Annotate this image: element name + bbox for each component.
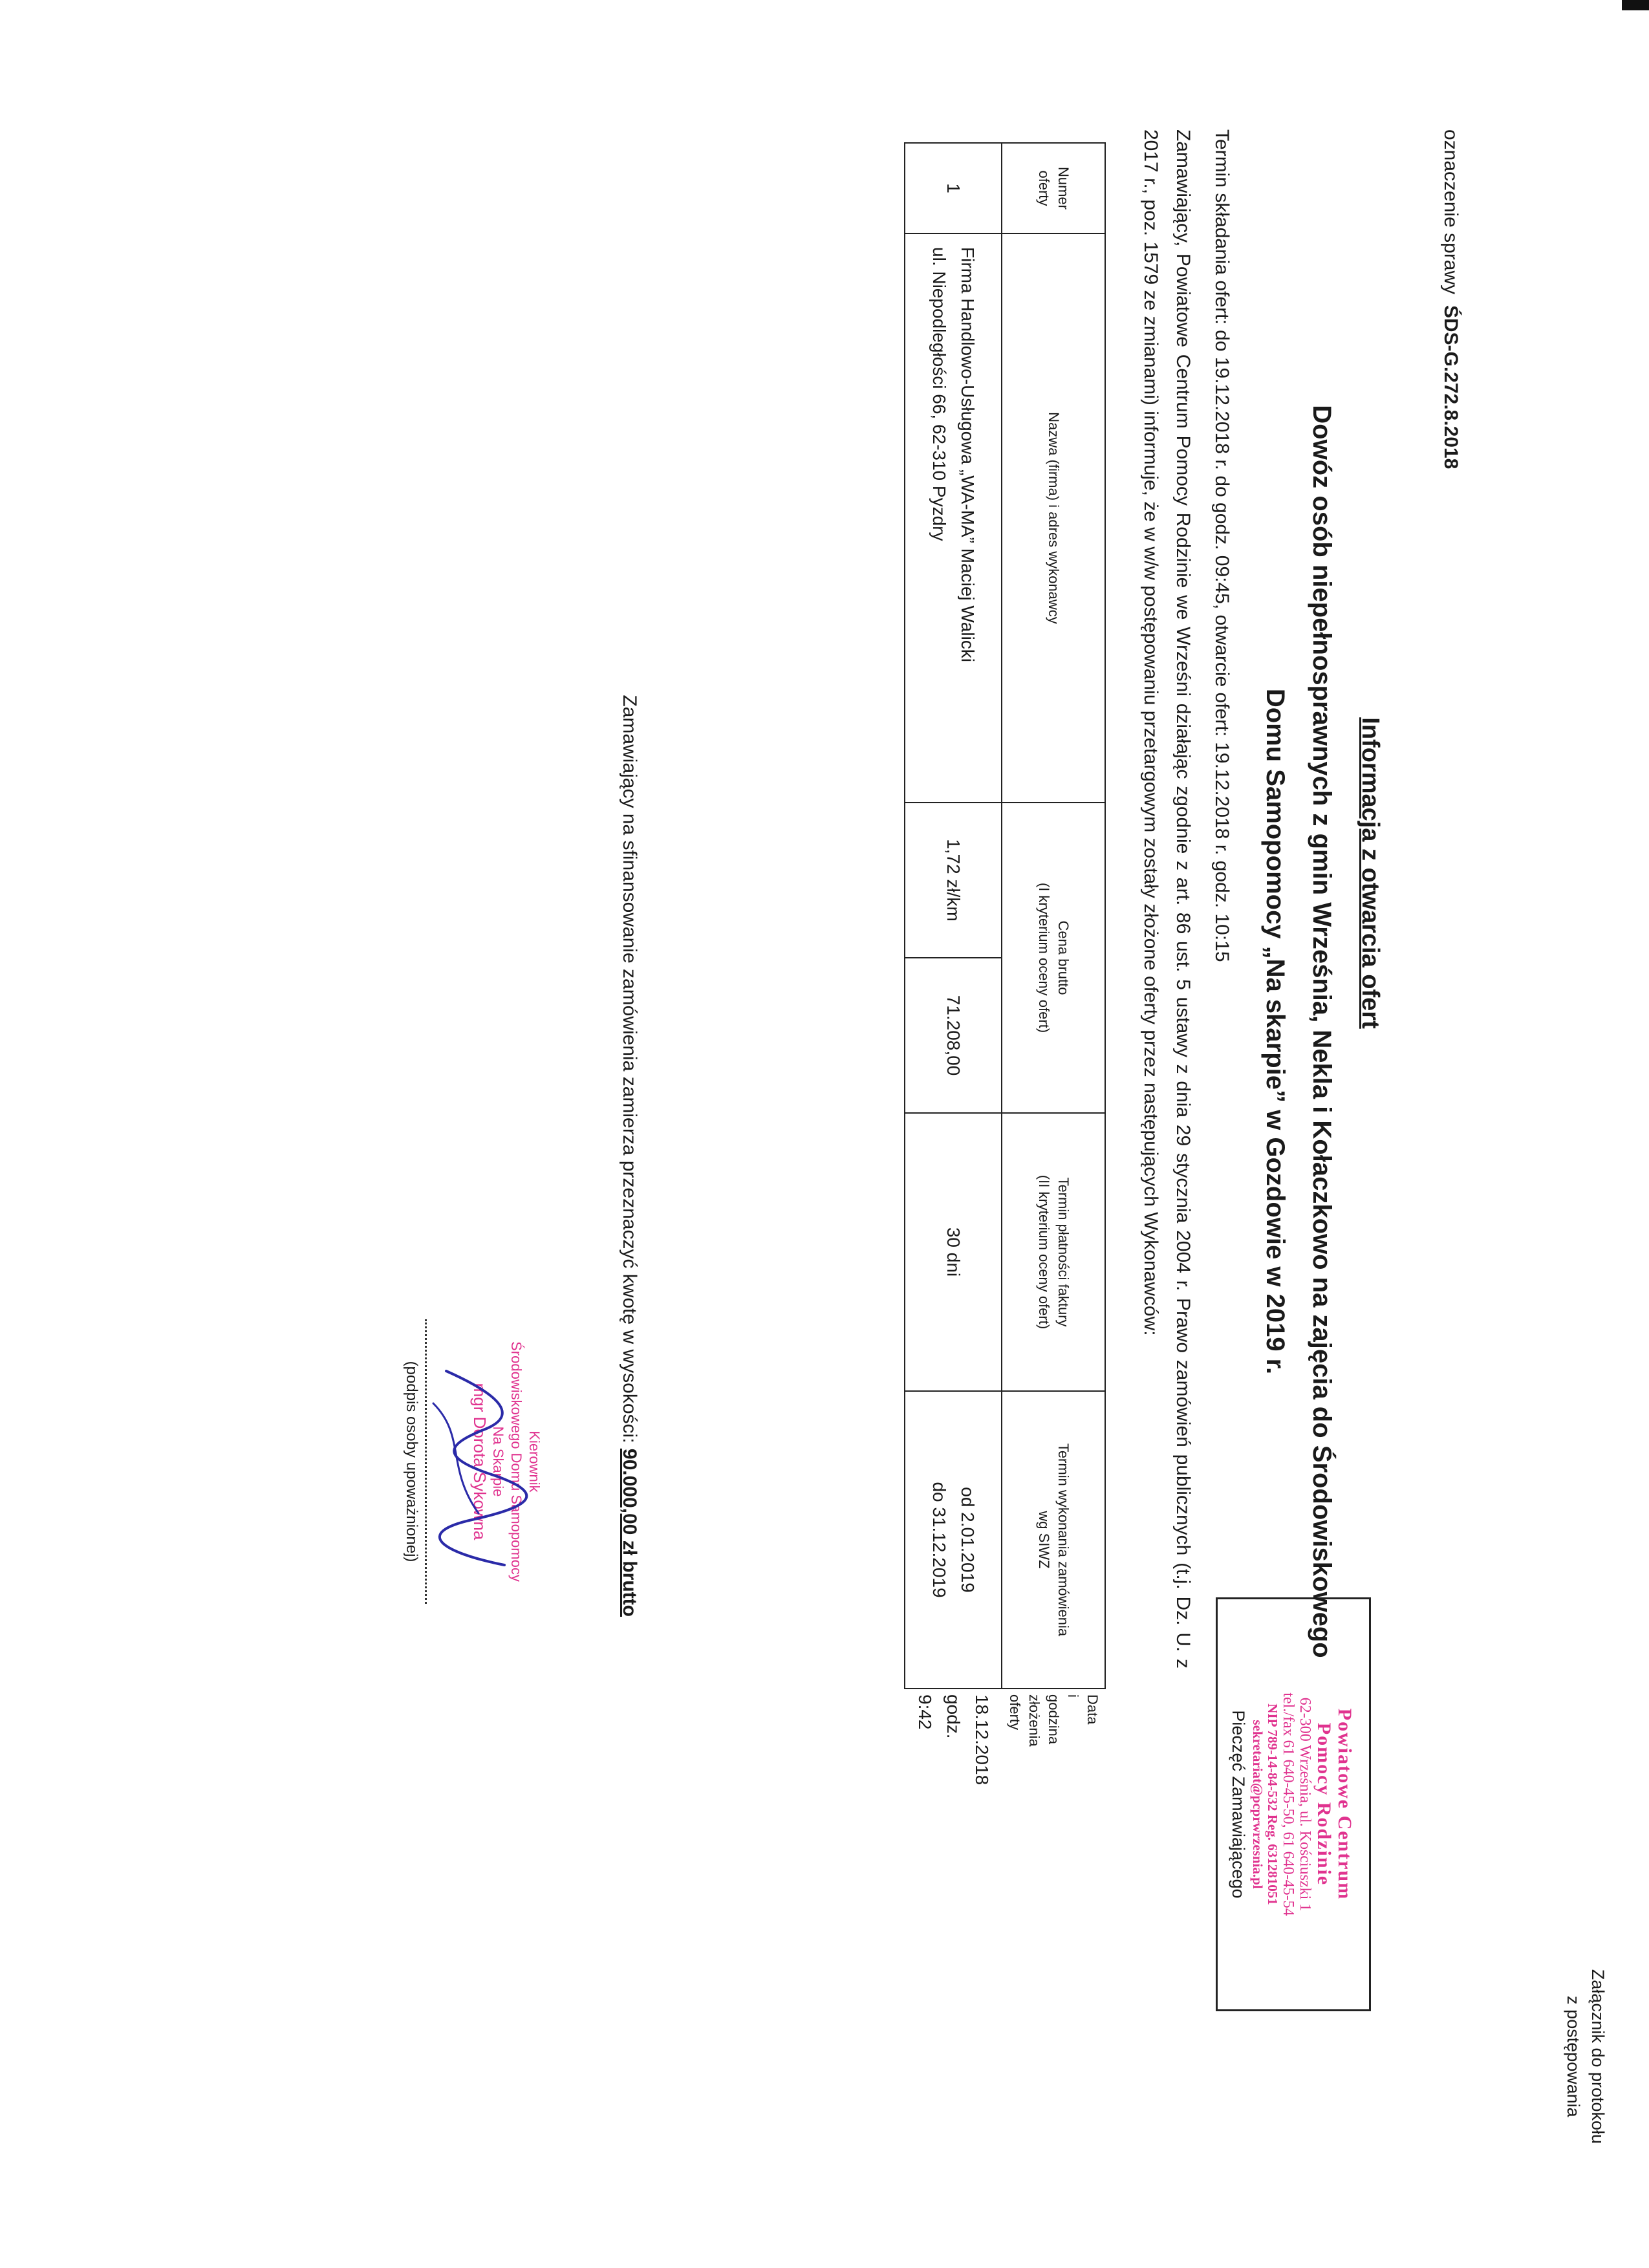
header-line: oferty [1036, 170, 1052, 206]
execution-to: do 31.12.2019 [929, 1482, 949, 1598]
offers-table [904, 142, 1106, 1786]
stamp-line: sekretariat@pcprwrzesnia.pl [1250, 1720, 1266, 1889]
procurement-subject-line: Domu Samopomocy „Na skarpie” w Gozdowie w 2019 r. [1261, 688, 1289, 1375]
case-reference-value: ŚDS-G.272.8.2018 [1440, 305, 1461, 470]
header-line: (I kryterium oceny ofert) [1036, 882, 1052, 1033]
price-total: 71.208,00 [905, 958, 1002, 1113]
header-line: (II kryterium oceny ofert) [1036, 1174, 1052, 1330]
contractor-cell [905, 233, 1002, 803]
manager-stamp-line: Na Skarpie [490, 1426, 506, 1497]
column-header-payment-term [1002, 1113, 1105, 1391]
header-line: Termin wykonania zamówienia [1055, 1443, 1072, 1637]
stamp-line: tel./fax 61 640-45-50, 61 640-45-54 [1280, 1692, 1297, 1916]
annex-note [1561, 1888, 1610, 2225]
stamp-line: Pomocy Rodzinie [1313, 1722, 1335, 1886]
column-header-contractor [1002, 233, 1105, 803]
manager-stamp-line: Środowiskowego Domu Samopomocy [508, 1341, 524, 1582]
signature-line [425, 1319, 427, 1604]
stamp-caption: Pieczęć Zamawiającego [1229, 1710, 1248, 1899]
column-header-number [1002, 143, 1105, 233]
submission-deadline: Termin składania ofert: do 19.12.2018 r. do godz. 09:45, otwarcie ofert: 19.12.2018 r. godz. 10:15 [1211, 129, 1233, 962]
signature-caption: (podpis osoby upoważnionej) [403, 1361, 420, 1562]
execution-term [905, 1391, 1002, 1689]
document-title: Informacja z otwarcia ofert [1357, 717, 1384, 1029]
column-header-price [1002, 803, 1105, 1113]
procurement-subject-line: Dowóz osób niepełnosprawnych z gmin Września, Nekla i Kołaczkowo na zajęcia do Środowiskowego [1308, 405, 1336, 1658]
offer-number: 1 [905, 143, 1002, 233]
payment-term: 30 dni [905, 1113, 1002, 1391]
stamp-line: Powiatowe Centrum [1334, 1708, 1355, 1901]
annex-note-line: z postępowania [1564, 1996, 1583, 2117]
manager-stamp-line: mgr Dorota Sykowna [470, 1383, 490, 1540]
column-header-execution-term [1002, 1391, 1105, 1689]
header-line: Termin płatności faktury [1055, 1177, 1072, 1327]
table-header-row: Numer oferty Nazwa (firma) i adres wykonawcy Cena brutto (I kryterium oceny ofert) Termin płatności faktury (II kryterium oceny ofert) Termin wykonania zamówienia wg SIWZ Data i godzina złożenia oferty [1002, 143, 1105, 1689]
header-line: Numer [1055, 166, 1072, 210]
budget-text: Zamawiający na sfinansowanie zamówienia zamierza przeznaczyć kwotę w wysokości: [619, 695, 640, 1443]
case-reference-label: oznaczenie sprawy [1440, 129, 1461, 295]
manager-stamp-line: Kierownik [526, 1431, 543, 1493]
execution-from: od 2.01.2019 [958, 1487, 978, 1593]
header-line: Nazwa (firma) i adres wykonawcy [1046, 412, 1062, 624]
price-per-km: 1,72 zł/km [905, 803, 1002, 958]
handwritten-signature [420, 1358, 543, 1578]
annex-note-line: Załącznik do protokołu [1588, 1969, 1608, 2144]
stamp-line: 62-300 Września, ul. Kościuszki 1 [1297, 1697, 1313, 1912]
procurement-subject [1252, 336, 1345, 1727]
contractor-name: Firma Handlowo-Usługowa „WA-MA” Maciej Walicki [958, 247, 978, 663]
budget-amount: 90.000,00 zł brutto [619, 1448, 640, 1617]
header-line: wg SIWZ [1036, 1511, 1052, 1569]
budget-statement [618, 582, 640, 1617]
stamp-line: NIP 789-14-84-532 Reg. 631281051 [1265, 1703, 1280, 1905]
signature-area [388, 1319, 550, 1604]
header-line: Cena brutto [1055, 920, 1072, 995]
case-reference [1439, 129, 1461, 469]
table-row: 1 Firma Handlowo-Usługowa „WA-MA” Maciej Walicki ul. Niepodległości 66, 62-310 Pyzdry 1,72 zł/km 71.208,00 30 dni od 2.01.2019 do 31.12.2019 18.12.2018 godz. 9:42 [905, 143, 1002, 1689]
legal-statement: Zamawiający, Powiatowe Centrum Pomocy Rodzinie we Wrześni działając zgodnie z art. 86 ust. 5 ustawy z dnia 29 stycznia 2004 r. Prawo zamówień publicznych (t.j. Dz. U. z 2017 r., poz. 1579 ze zmianami) informuje, że w w/w postępowaniu przetargowym zostały złożone oferty przez następujących Wykonawców: [1140, 129, 1194, 1669]
contractor-address: ul. Niepodległości 66, 62-310 Pyzdry [929, 247, 949, 541]
